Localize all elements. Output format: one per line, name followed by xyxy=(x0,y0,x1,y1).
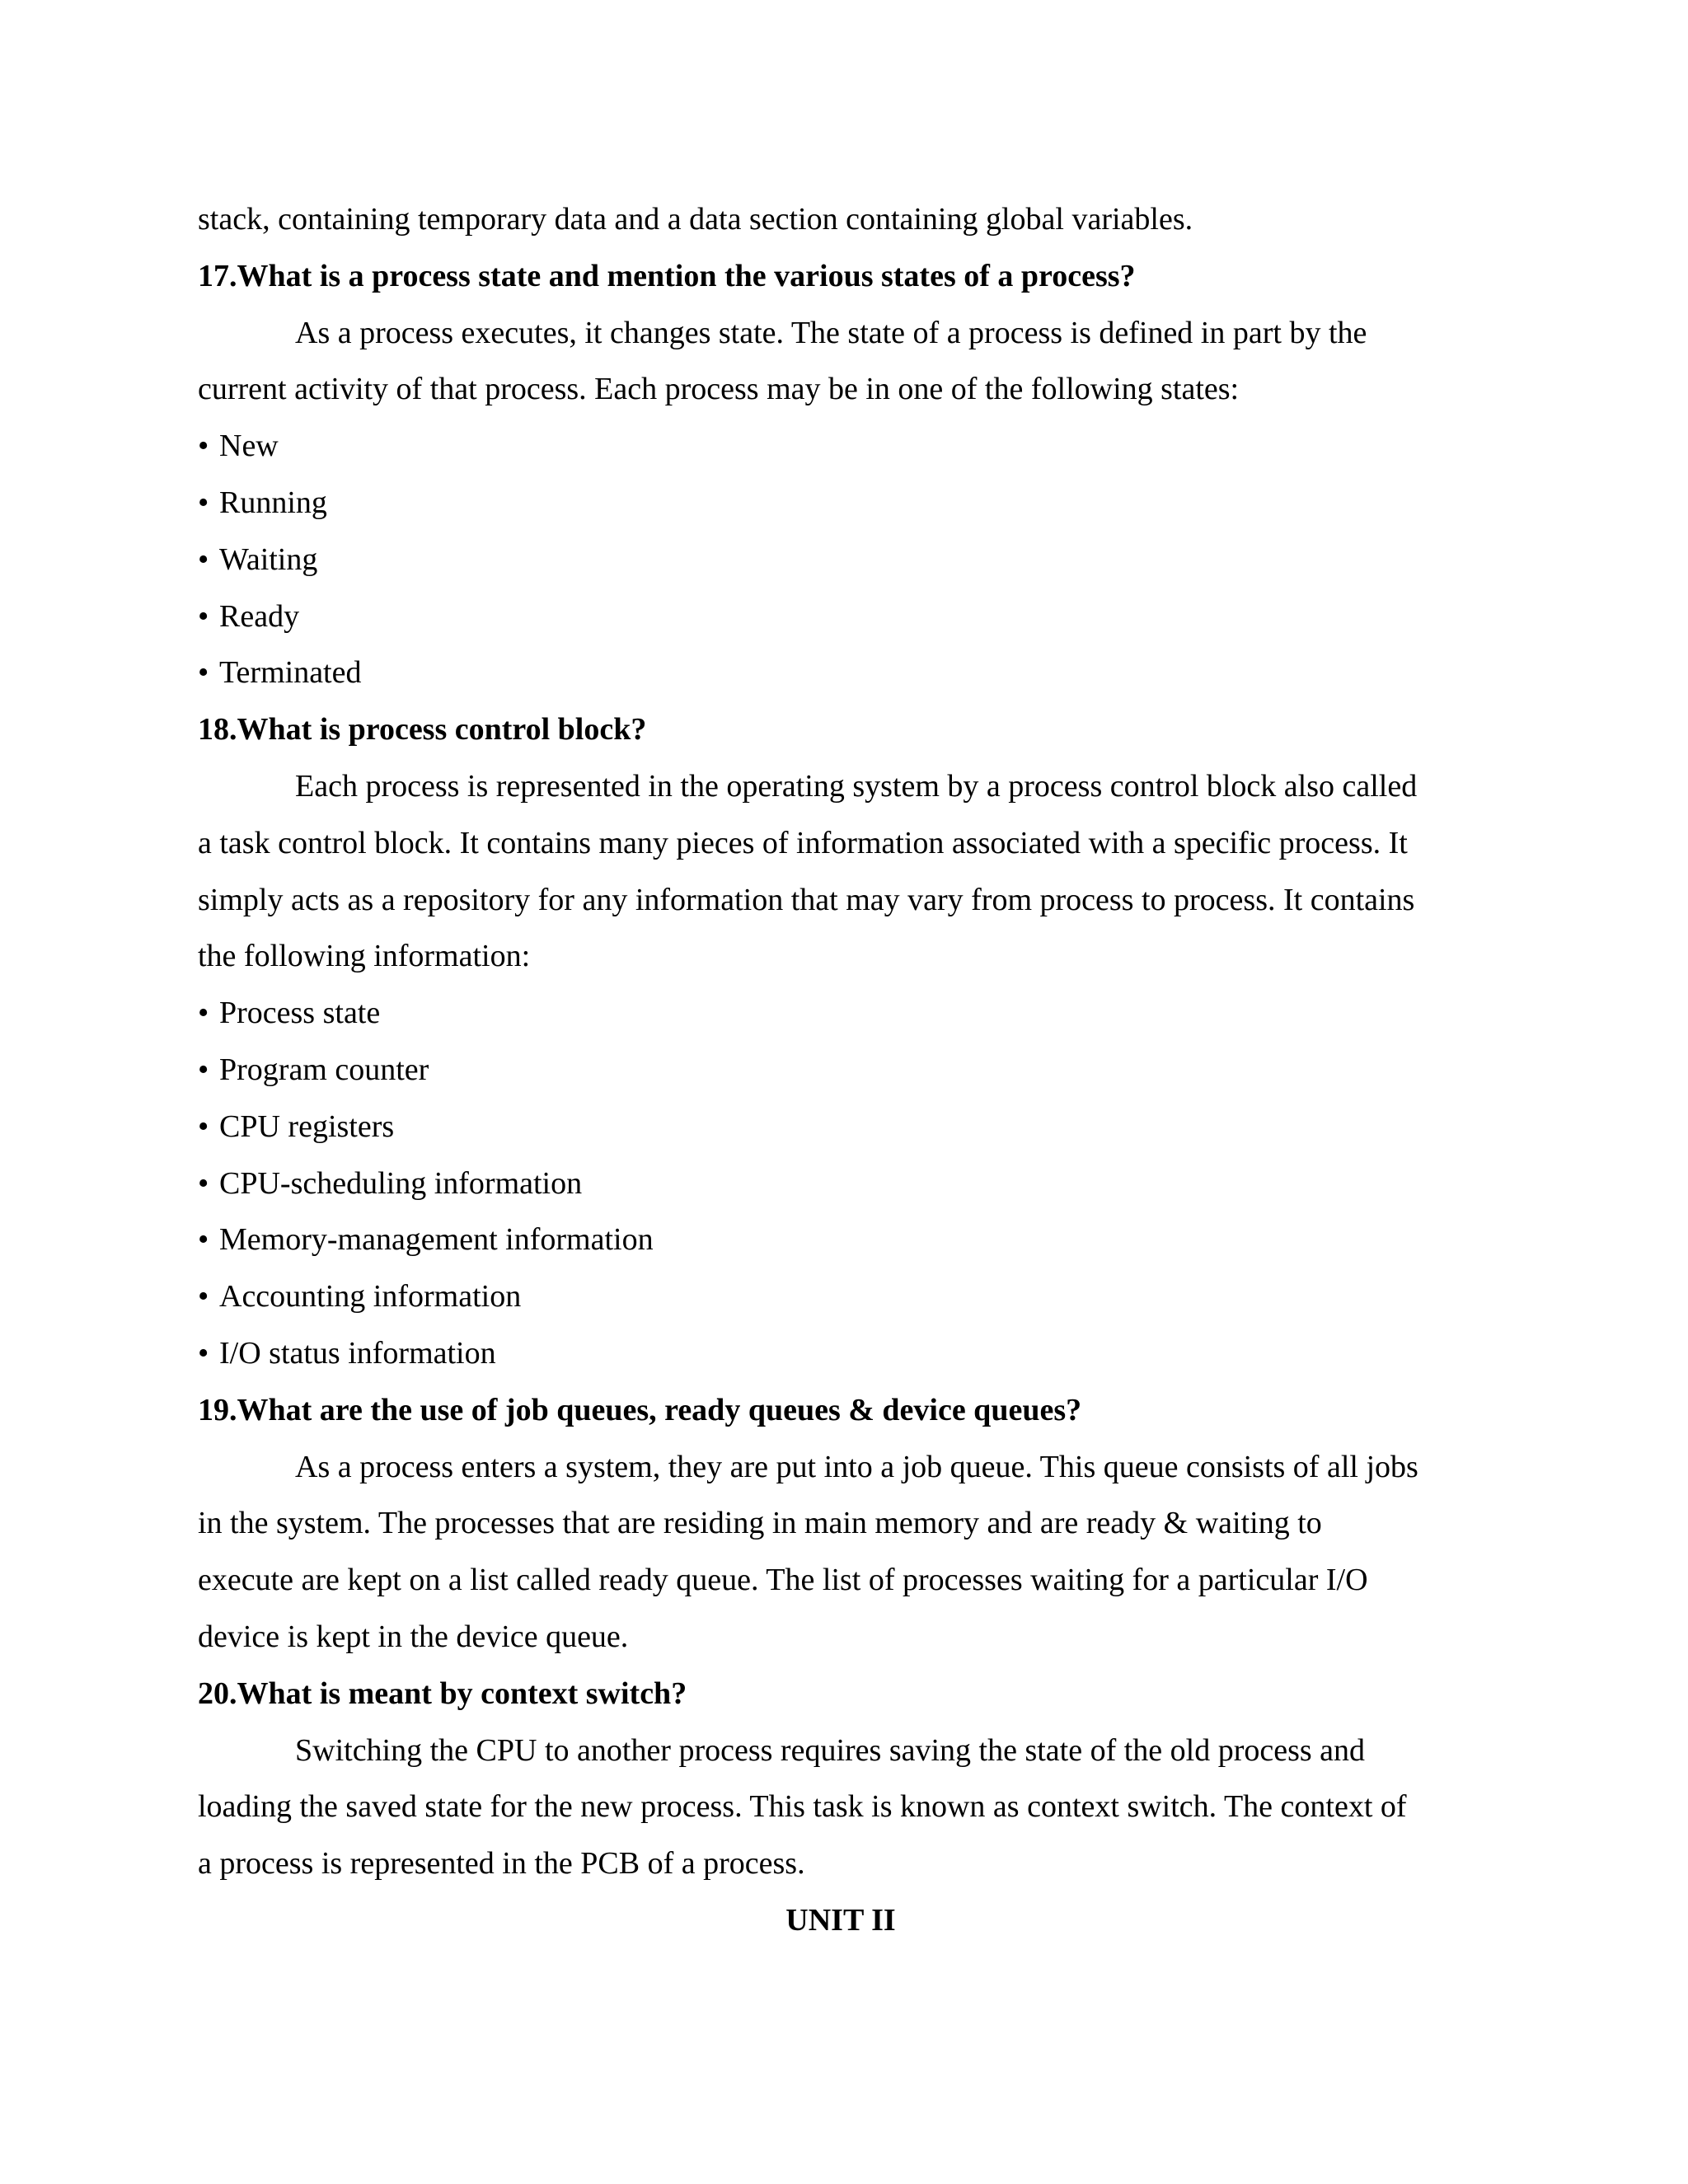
paragraph-line: stack, containing temporary data and a data section containing global variables. xyxy=(198,202,1193,237)
paragraph-line: loading the saved state for the new process. This task is known as context switch. The context of xyxy=(198,1789,1407,1825)
list-item xyxy=(198,418,1484,475)
list-item-text: Accounting information xyxy=(219,1279,522,1315)
list-item xyxy=(198,644,1484,701)
list-item xyxy=(198,985,1484,1042)
list-item-text: I/O status information xyxy=(219,1335,496,1371)
list-item xyxy=(198,1268,1484,1325)
bullet-icon: • xyxy=(198,541,209,577)
bullet-icon: • xyxy=(198,1108,209,1144)
list-item xyxy=(198,588,1484,645)
list-item xyxy=(198,475,1484,532)
list-item-text: Terminated xyxy=(219,655,362,691)
question-heading: 17.What is a process state and mention the various states of a process? xyxy=(198,258,1136,293)
paragraph-line: execute are kept on a list called ready queue. The list of processes waiting for a particular I/O xyxy=(198,1563,1368,1598)
list-item xyxy=(198,1325,1484,1382)
paragraph-first-line: Each process is represented in the operating system by a process control block also called xyxy=(295,768,1418,804)
bullet-icon: • xyxy=(198,485,209,520)
list-item-text: Memory-management information xyxy=(219,1222,654,1258)
bullet-icon: • xyxy=(198,598,209,634)
bullet-icon: • xyxy=(198,1222,209,1258)
question-heading: 18.What is process control block? xyxy=(198,712,647,748)
paragraph-first-line: Switching the CPU to another process requires saving the state of the old process and xyxy=(295,1732,1366,1768)
list-item-text: Ready xyxy=(219,598,300,634)
list-item xyxy=(198,1155,1484,1212)
list-item-text: New xyxy=(219,429,279,464)
paragraph-line: simply acts as a repository for any information that may vary from process to process. It contains xyxy=(198,882,1415,917)
bullet-icon: • xyxy=(198,1052,209,1087)
bullet-icon: • xyxy=(198,429,209,464)
paragraph-line: a process is represented in the PCB of a process. xyxy=(198,1846,805,1882)
paragraph-line: the following information: xyxy=(198,939,531,974)
paragraph-first-line: As a process executes, it changes state. The state of a process is defined in part by the xyxy=(295,315,1367,350)
list-item-text: CPU registers xyxy=(219,1108,395,1144)
bullet-icon: • xyxy=(198,1165,209,1201)
list-item-text: CPU-scheduling information xyxy=(219,1165,583,1201)
question-heading: 19.What are the use of job queues, ready queues & device queues? xyxy=(198,1392,1082,1427)
list-item xyxy=(198,1099,1484,1155)
list-item-text: Waiting xyxy=(219,541,318,577)
list-item xyxy=(198,532,1484,588)
list-item-text: Program counter xyxy=(219,1052,429,1087)
bullet-icon: • xyxy=(198,1335,209,1371)
paragraph-line: device is kept in the device queue. xyxy=(198,1619,629,1654)
paragraph-line: current activity of that process. Each process may be in one of the following states: xyxy=(198,372,1240,407)
list-item-text: Running xyxy=(219,485,327,520)
paragraph-line: in the system. The processes that are residing in main memory and are ready & waiting to xyxy=(198,1506,1322,1541)
paragraph-line: a task control block. It contains many pieces of information associated with a specific process. It xyxy=(198,825,1408,860)
question-heading: 20.What is meant by context switch? xyxy=(198,1675,687,1711)
paragraph-first-line: As a process enters a system, they are put into a job queue. This queue consists of all jobs xyxy=(295,1449,1418,1484)
bullet-icon: • xyxy=(198,1279,209,1315)
bullet-icon: • xyxy=(198,655,209,691)
list-item xyxy=(198,1042,1484,1099)
section-title: UNIT II xyxy=(785,1902,896,1938)
list-item xyxy=(198,1212,1484,1268)
list-item-text: Process state xyxy=(219,996,381,1031)
bullet-icon: • xyxy=(198,996,209,1031)
page-body xyxy=(198,191,1484,1949)
